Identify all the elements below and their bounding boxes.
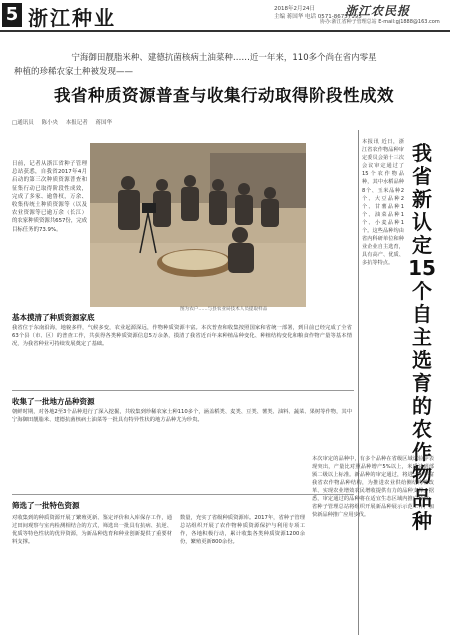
- sidebar-divider: [358, 130, 359, 635]
- article-byline: [12, 118, 118, 126]
- news-photo: [90, 143, 306, 307]
- byline-name-2: 蒋国华: [95, 120, 112, 126]
- section2-body: 朝鲜时期，对各地2至3个品种进行了深入挖掘，共收集到珍稀农家土种110多个，涵盖稻类、麦类、豆类、薯类、油料、蔬菜、果树等作物，其中宁海御田靓脂米、建德抗菌核病土油菜等一批具有特异性状的地方品种尤为珍贵。: [12, 409, 352, 424]
- sidebar-text-continued: 本次审定的品种中，有多个品种在省级区域试验中表现突出，产量比对照品种增产5%以上，米质达到部颁二级以上标准。新品种的审定通过，将进一步丰富我省农作物品种结构，为推进农业供给侧结构性改革、实现农业增效农民增收提供有力的品种支撑。据悉，审定通过的品种将在适宜生态区域内推广种植，省种子管理总站将组织开展新品种展示示范工作，加快新品种推广应用步伐。: [312, 456, 434, 518]
- newspaper-logo: 浙江农民报: [345, 4, 411, 18]
- editor-line: 主编 蒋国华 电话 0571-86757195: [274, 14, 362, 20]
- section3-heading: 筛选了一批特色资源: [12, 501, 80, 510]
- masthead-rule: [0, 30, 450, 32]
- section1-body: 我省位于东南沿海，地貌多样，气候多变，农业起源深远，作物种质资源丰富。本次普查和收集按照国家和省统一部署，到目前已经完成了全省63个县（市、区）的普查工作，共获得各类种质资源信息5万余条，摸清了我省近百年来种植品种变化、种植结构变化和粮食作物产量等基本情况，为我省种业可持续发展奠定了基础。: [12, 325, 352, 348]
- masthead: [0, 0, 450, 38]
- article-lead: 日前，记者从浙江省种子管理总站获悉，自我省2017年4月启动的第三次种质资源普查和征集行动已取得阶段性成效，完成了多家、逾鲁权，万余、收集传统土种质资源等（以及农业资源等已逾万余（长江）的农家种质资源共657份，完成目标任务的73.9%。: [12, 161, 87, 233]
- sidebar-headline: 我省新认定15个自主选育的农作物品种: [408, 141, 436, 533]
- byline-role-1: □通讯员: [12, 120, 34, 126]
- byline-role-2: 本报记者: [65, 120, 88, 126]
- article-kicker: 宁海御田靓脂米种、建德抗菌核病土油菜种……近一年来，110多个尚在省内零星: [71, 53, 377, 63]
- section1-heading: 基本摸清了种质资源家底: [12, 313, 95, 322]
- section-title: 浙江种业: [28, 6, 116, 30]
- contact-line: 协办:浙江省种子管理总站 E-mail:gj1888@163.com: [320, 19, 440, 25]
- sidebar-text: 本报讯 近日，浙江省农作物品种审定委员会第十三次会议审定通过了15个农作物品种，其中水稻品种8个、玉米品种2个、大豆品种2个、甘薯品种1个、油菜品种1个、小麦品种1个。这些品种均由省内科研单位和种业企业自主选育，具有高产、优质、多抗等特点。: [362, 139, 404, 267]
- middle-column-text: 数量，充实了省级种质资源库。2017年，省种子管理总站组织开展了农作物种质资源保护与利用专项工作，各地积极行动，累计收集各类种质资源1200余份，繁殖更新800余份。: [180, 515, 305, 546]
- photo-caption: 图为农户……与县农业局技术人员提取样品: [180, 307, 268, 312]
- section-divider-1: [12, 390, 354, 391]
- issue-date: 2018年2月24日: [274, 6, 315, 12]
- section2-heading: 收集了一批地方品种资源: [12, 397, 95, 406]
- article-kicker-line2: 种植的珍稀农家土种被发现——: [14, 67, 134, 77]
- article-headline: 我省种质资源普查与收集行动取得阶段性成效: [54, 86, 394, 105]
- section-divider-2: [12, 494, 354, 495]
- section3-body: 对收集到的种质资源开展了繁殖更新、鉴定评价和入库保存工作，通过田间观察与室内检测相结合的方式，筛选出一批具有抗病、抗逆、优质等特色性状的优异资源，为新品种选育和种业创新提供了重要材料支撑。: [12, 515, 172, 546]
- page-number: 5: [2, 3, 22, 27]
- byline-name-1: 陈小央: [41, 120, 58, 126]
